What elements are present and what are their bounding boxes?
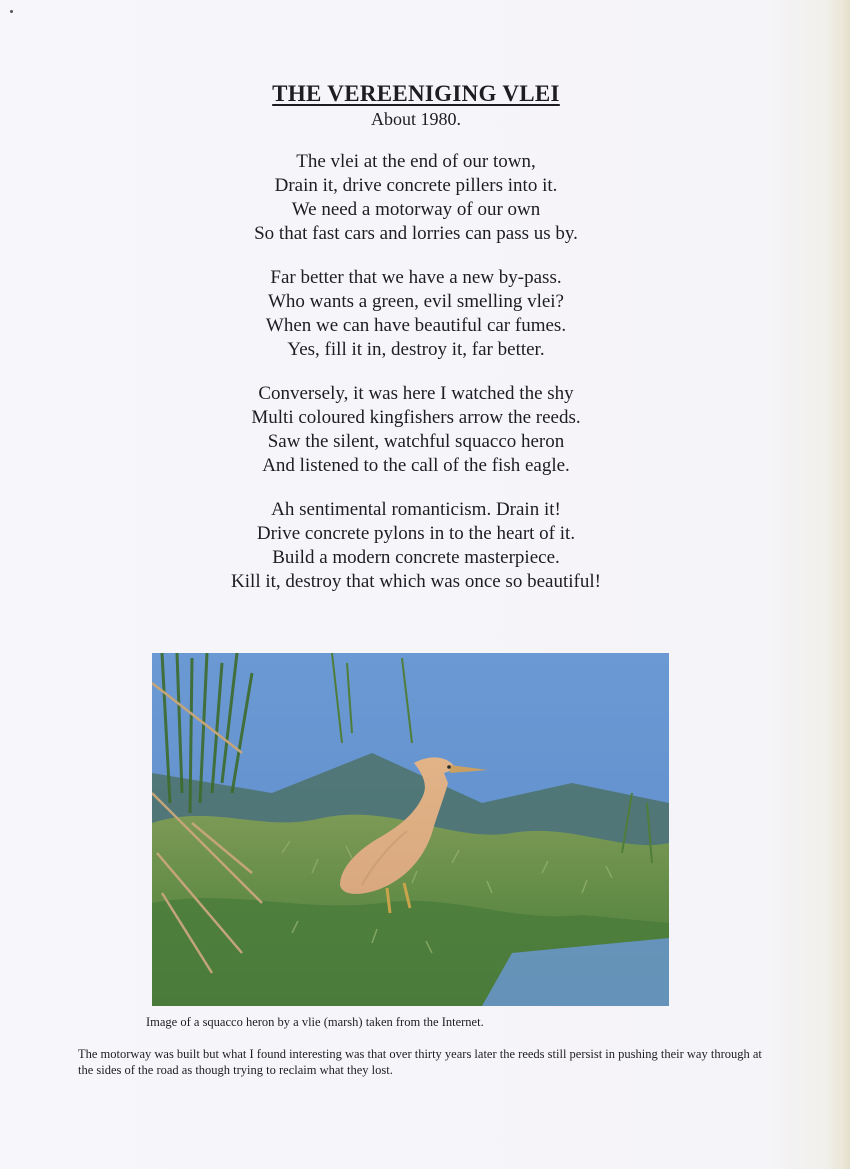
punch-mark [10,10,13,13]
photo-caption: Image of a squacco heron by a vlie (marsh) taken from the Internet. [146,1015,484,1029]
closing-note: The motorway was built but what I found interesting was that over thirty years later the reeds still persist in pushing their way through at the sides of the road as though trying to reclaim what they lost. [78,1047,762,1077]
poem-line: When we can have beautiful car fumes. [265,315,567,336]
poem-line: Far better that we have a new by-pass. [270,267,562,288]
poem-line: Who wants a green, evil smelling vlei? [268,291,564,312]
poem-line: Kill it, destroy that which was once so beautiful! [231,571,601,592]
poem-line: So that fast cars and lorries can pass us by. [254,223,578,244]
poem-body [0,150,832,614]
poem-line: Drive concrete pylons in to the heart of it. [256,523,576,544]
poem-title-text: THE VEREENIGING VLEI [272,81,560,106]
poem-line: Build a modern concrete masterpiece. [272,547,560,568]
poem-date: About 1980. [371,109,461,129]
stanza [0,150,832,246]
stanza [0,382,832,478]
poem-line: The vlei at the end of our town, [296,151,536,172]
poem-line: Multi coloured kingfishers arrow the reeds. [251,407,581,428]
heron-photo-icon [152,653,669,1006]
poem-line: Drain it, drive concrete pillers into it. [274,175,558,196]
stanza [0,498,832,594]
poem-line: Ah sentimental romanticism. Drain it! [271,499,561,520]
heron-photo [152,653,669,1006]
poem-line: Conversely, it was here I watched the shy [258,383,574,404]
stanza [0,266,832,362]
poem-line: And listened to the call of the fish eagle. [262,455,570,476]
poem-line: Saw the silent, watchful squacco heron [267,431,565,452]
poem-title [0,80,832,108]
poem-line: Yes, fill it in, destroy it, far better. [287,339,545,360]
poem-line: We need a motorway of our own [291,199,541,220]
